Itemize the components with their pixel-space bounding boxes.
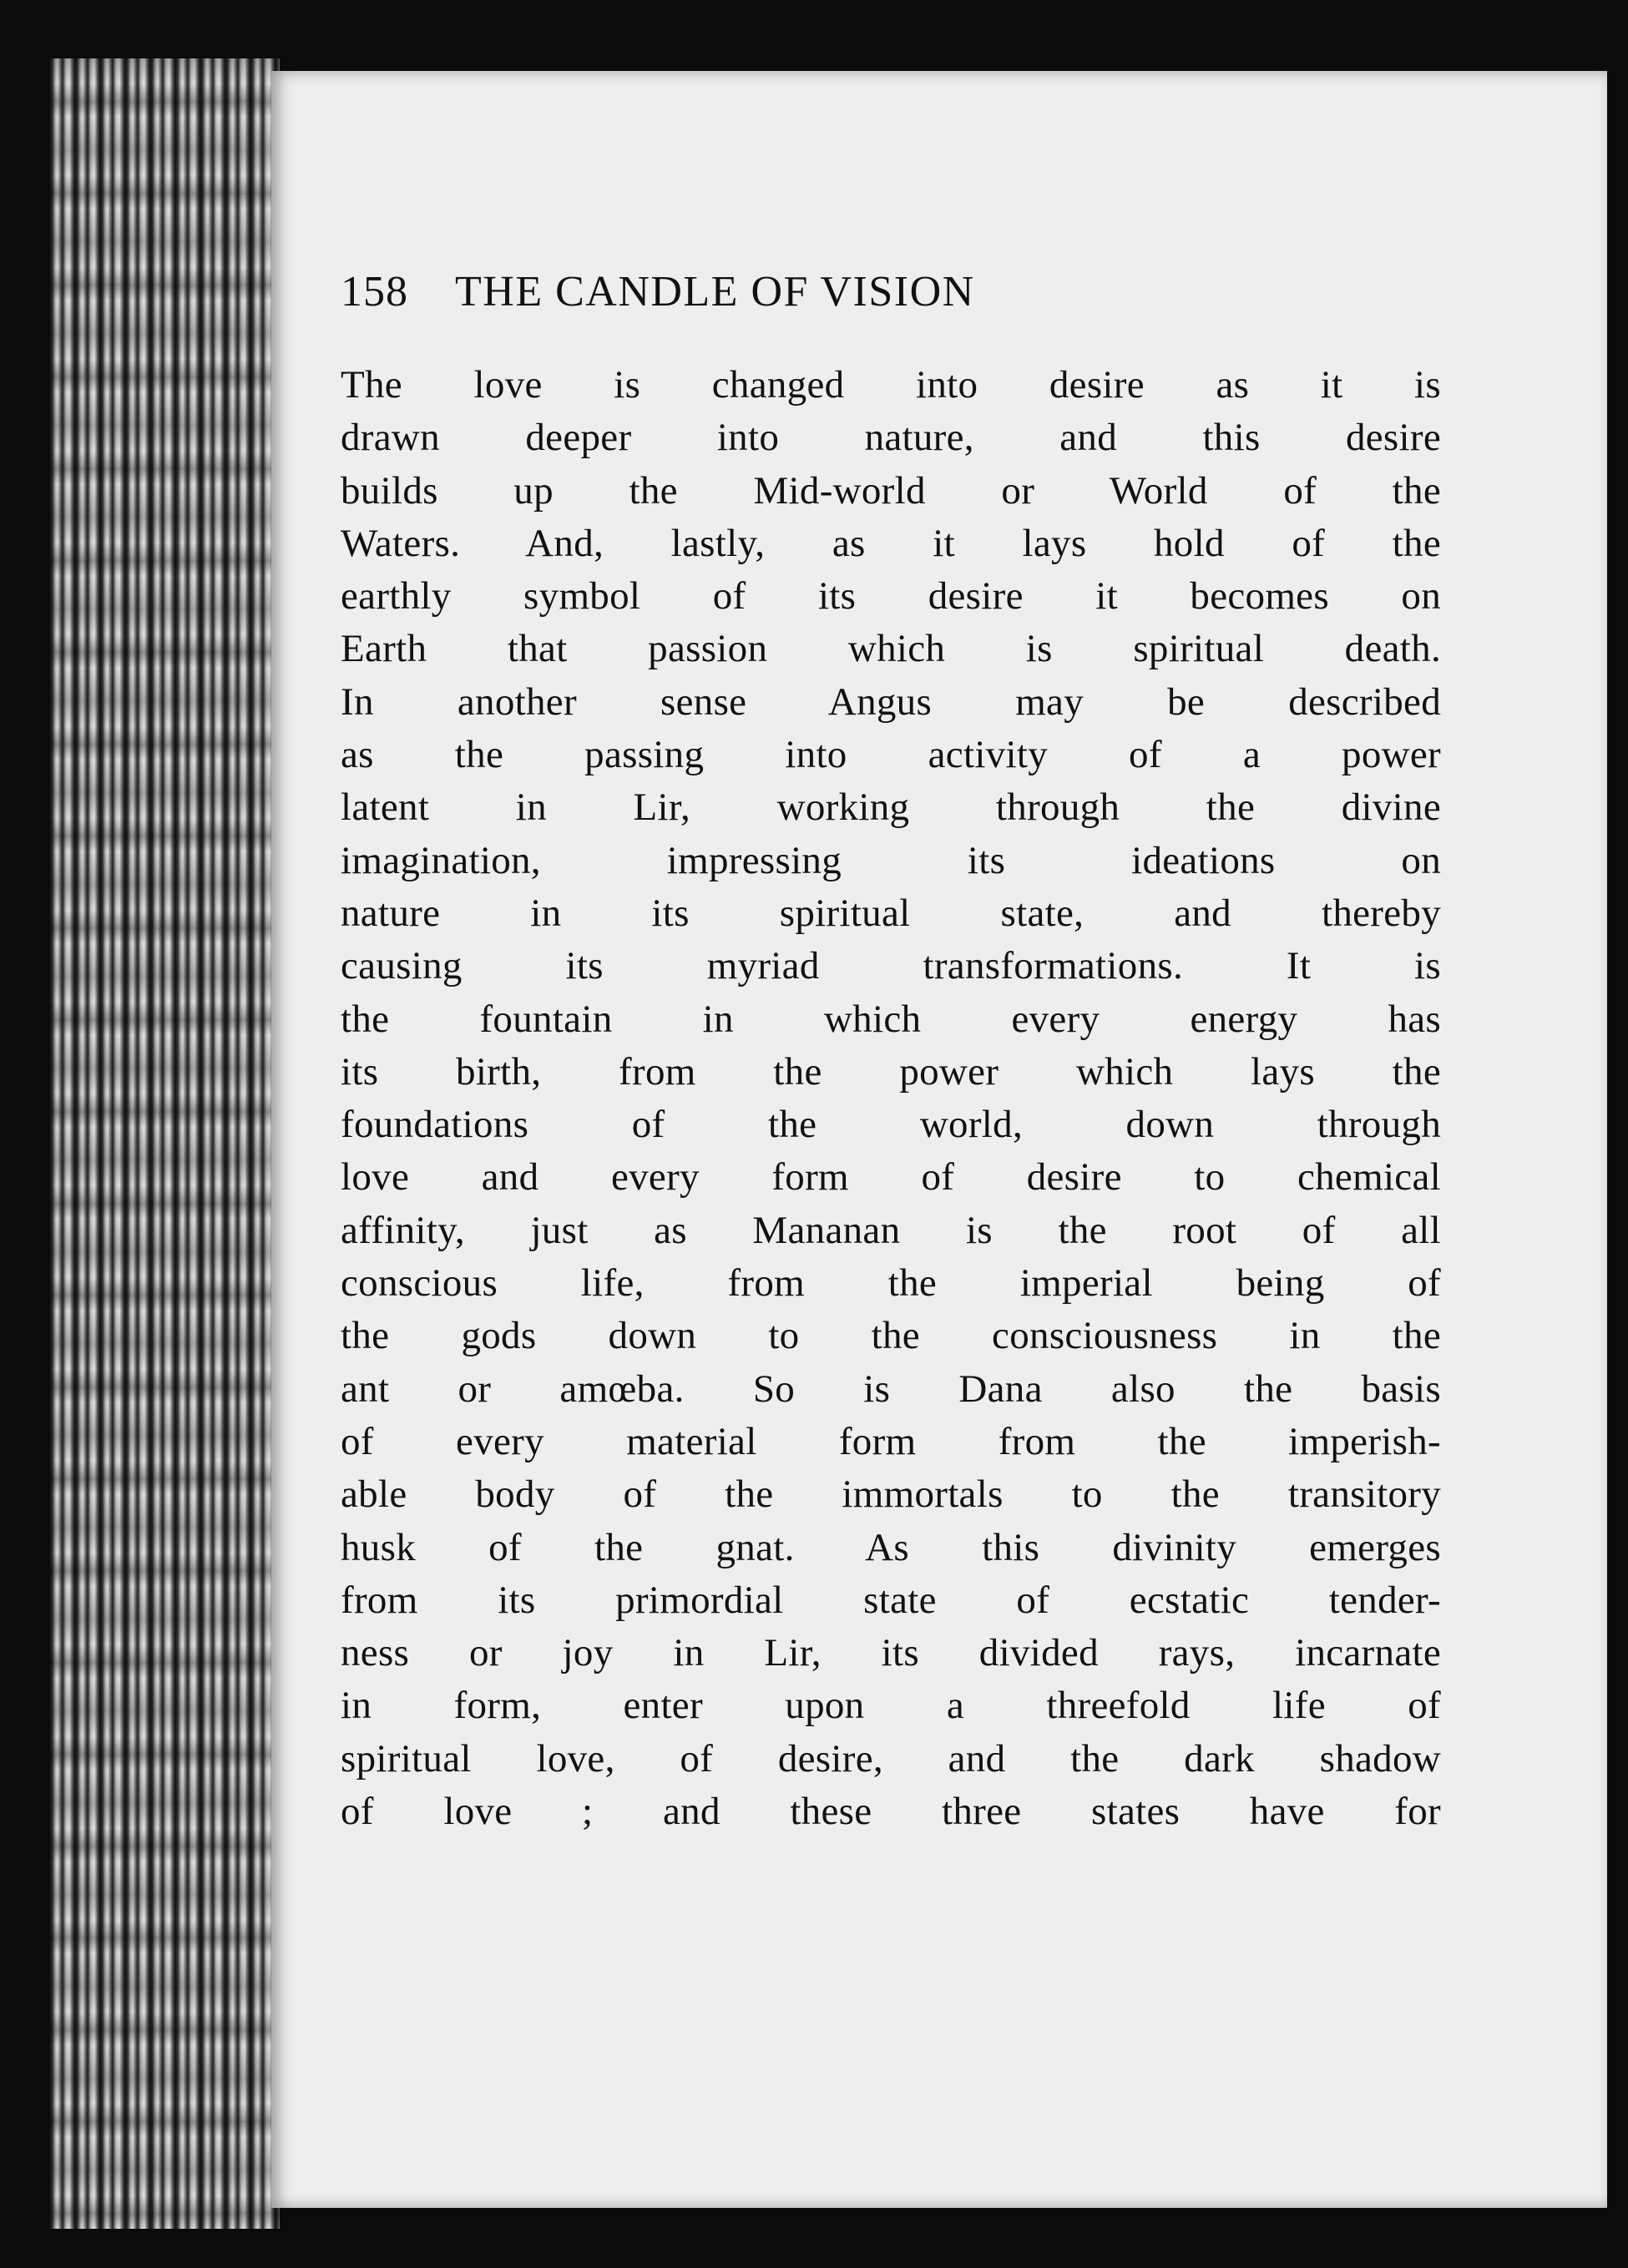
text-line: The love is changed into desire as it is: [341, 363, 1441, 407]
text-line: of every material form from the imperish-: [341, 1419, 1441, 1463]
text-line: latent in Lir, working through the divine: [341, 785, 1441, 830]
text-line: In another sense Angus may be described: [341, 679, 1441, 724]
text-line: ant or amœba. So is Dana also the basis: [341, 1366, 1441, 1411]
text-line: foundations of the world, down through: [341, 1103, 1441, 1147]
text-line: builds up the Mid-world or World of the: [341, 468, 1441, 513]
text-line: affinity, just as Mananan is the root of all: [341, 1208, 1441, 1252]
text-line: Waters. And, lastly, as it lays hold of the: [341, 521, 1441, 565]
text-line: as the passing into activity of a power: [341, 733, 1441, 777]
text-line: Earth that passion which is spiritual death.: [341, 627, 1441, 671]
text-line: spiritual love, of desire, and the dark shadow: [341, 1736, 1441, 1781]
text-line: nature in its spiritual state, and thereby: [341, 891, 1441, 935]
text-line: causing its myriad transformations. It is: [341, 944, 1441, 988]
body-paragraph: [341, 359, 1441, 1838]
text-line: imagination, impressing its ideations on: [341, 838, 1441, 882]
book-title: THE CANDLE OF VISION: [455, 268, 975, 316]
text-line: from its primordial state of ecstatic tender-: [341, 1578, 1441, 1622]
text-line: drawn deeper into nature, and this desire: [341, 416, 1441, 460]
text-line: of love ; and these three states have for: [341, 1790, 1441, 1834]
page-number: 158: [341, 268, 408, 316]
text-line: able body of the immortals to the transitory: [341, 1472, 1441, 1517]
text-line: its birth, from the power which lays the: [341, 1049, 1441, 1094]
running-head: [341, 267, 1342, 342]
text-line: the fountain in which every energy has: [341, 997, 1441, 1041]
text-line: conscious life, from the imperial being of: [341, 1261, 1441, 1306]
text-line: in form, enter upon a threefold life of: [341, 1684, 1441, 1728]
text-line: the gods down to the consciousness in the: [341, 1314, 1441, 1358]
text-line: ness or joy in Lir, its divided rays, incarnate: [341, 1631, 1441, 1675]
text-line: love and every form of desire to chemical: [341, 1155, 1441, 1200]
text-line: husk of the gnat. As this divinity emerges: [341, 1525, 1441, 1569]
text-line: earthly symbol of its desire it becomes on: [341, 574, 1441, 619]
book-page-edges: [50, 58, 280, 2229]
